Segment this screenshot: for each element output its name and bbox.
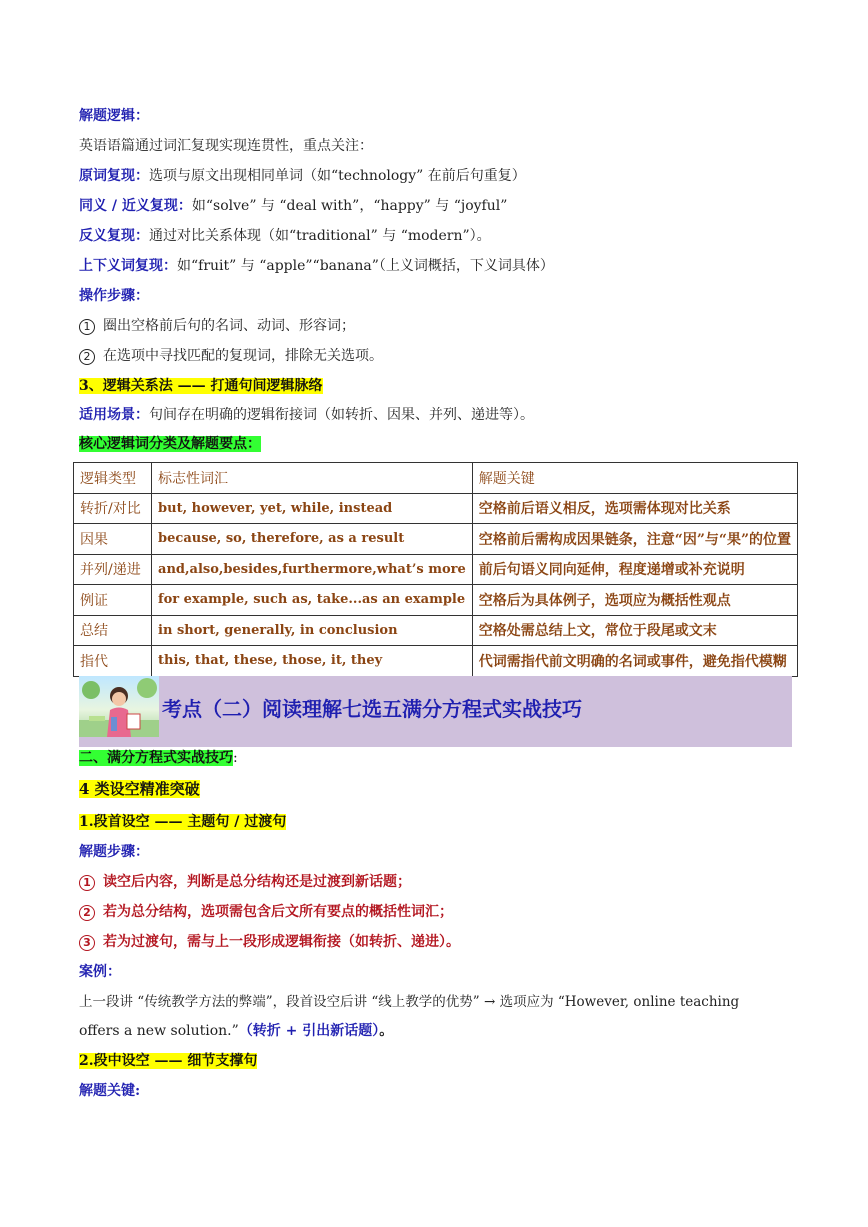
table-header: 逻辑类型: [74, 463, 152, 494]
scene-text: 句间存在明确的逻辑衔接词（如转折、因果、并列、递进等）。: [149, 407, 534, 423]
circled-number: 2: [79, 349, 95, 365]
op-step: [79, 316, 355, 336]
s1-steps-title: 解题步骤：: [79, 844, 149, 860]
table-cell: 转折/对比: [74, 493, 152, 524]
rep-label: 同义 / 近义复现：: [79, 198, 192, 214]
s1-step: [79, 872, 411, 892]
table-cell: 并列/递进: [74, 554, 152, 585]
rep-line: [79, 226, 491, 246]
four-types-line: [79, 779, 200, 799]
table-header: 标志性词汇: [152, 463, 473, 494]
table-header: 解题关键: [472, 463, 797, 494]
table-cell: 空格后为具体例子，选项应为概括性观点: [472, 585, 797, 616]
table-cell: for example, such as, take...as an example: [152, 585, 473, 616]
s2-key-title: 解题关键:: [79, 1083, 141, 1099]
circled-number: 2: [79, 905, 95, 921]
scene-label: 适用场景：: [79, 407, 149, 423]
rep-line: [79, 196, 507, 216]
table-cell: 空格前后语义相反，选项需体现对比关系: [472, 493, 797, 524]
s1-step: [79, 902, 453, 922]
logic-intro: 英语语篇通过词汇复现实现连贯性，重点关注：: [79, 138, 373, 154]
s1-step-text: 若为过渡句，需与上一段形成逻辑衔接（如转折、递进）。: [103, 934, 460, 950]
s1-step-text: 读空后内容，判断是总分结构还是过渡到新话题；: [103, 874, 411, 890]
table-cell: 例证: [74, 585, 152, 616]
circled-number: 3: [79, 935, 95, 951]
section3-line: [79, 376, 323, 396]
section3-heading: 3、逻辑关系法 —— 打通句间逻辑脉络: [79, 378, 323, 394]
table-row: [74, 554, 798, 585]
case-end: 。: [379, 1023, 394, 1039]
table-row: [74, 524, 798, 555]
table-cell: 指代: [74, 646, 152, 677]
table-cell: this, that, these, those, it, they: [152, 646, 473, 677]
op-step: [79, 346, 383, 366]
table-cell: but, however, yet, while, instead: [152, 493, 473, 524]
table-row: [74, 493, 798, 524]
s1-step: [79, 932, 460, 952]
section-banner: [79, 676, 792, 747]
rep-text: 选项与原文出现相同单词（如“technology” 在前后句重复）: [149, 168, 526, 184]
rep-text: 通过对比关系体现（如“traditional” 与 “modern”）。: [149, 228, 491, 244]
rep-label: 原词复现：: [79, 168, 149, 184]
part2-line: [79, 748, 238, 768]
logic-title: 解题逻辑：: [79, 108, 149, 124]
table-cell: and,also,besides,furthermore,what’s more: [152, 554, 473, 585]
part2-colon: :: [233, 750, 238, 766]
case-note: （转折 + 引出新话题）: [238, 1023, 380, 1039]
core-line: [79, 434, 261, 454]
core-heading: 核心逻辑词分类及解题要点：: [79, 436, 261, 452]
table-cell: 因果: [74, 524, 152, 555]
table-cell: 前后句语义同向延伸，程度递增或补充说明: [472, 554, 797, 585]
table-row: [74, 646, 798, 677]
table-cell: because, so, therefore, as a result: [152, 524, 473, 555]
rep-line: [79, 166, 526, 186]
s1-heading: 1.段首设空 —— 主题句 / 过渡句: [79, 814, 287, 830]
student-illustration-icon: [79, 676, 159, 737]
table-header-row: [74, 463, 798, 494]
table-row: [74, 585, 798, 616]
banner-title: 考点（二）阅读理解七选五满分方程式实战技巧: [162, 697, 582, 721]
s1-step-text: 若为总分结构，选项需包含后文所有要点的概括性词汇；: [103, 904, 453, 920]
case-line-2: [79, 1021, 393, 1041]
circled-number: 1: [79, 319, 95, 335]
s2-heading: 2.段中设空 —— 细节支撑句: [79, 1053, 258, 1069]
table-cell: 代词需指代前文明确的名词或事件，避免指代模糊: [472, 646, 797, 677]
case-line-1: 上一段讲 “传统教学方法的弊端”，段首设空后讲 “线上教学的优势” → 选项应为 “However, online teaching: [79, 994, 740, 1010]
table-row: [74, 615, 798, 646]
rep-label: 反义复现：: [79, 228, 149, 244]
rep-text: 如“solve” 与 “deal with”，“happy” 与 “joyful”: [191, 198, 508, 214]
case-text: offers a new solution.”: [79, 1023, 239, 1039]
s2-line: [79, 1051, 257, 1071]
s1-line: [79, 812, 286, 832]
op-step-text: 圈出空格前后句的名词、动词、形容词；: [103, 318, 355, 334]
table-cell: in short, generally, in conclusion: [152, 615, 473, 646]
rep-label: 上下义词复现：: [79, 258, 177, 274]
case-title: 案例：: [79, 964, 121, 980]
part2-heading: 二、满分方程式实战技巧: [79, 750, 233, 766]
logic-words-table: [73, 462, 798, 677]
table-cell: 空格前后需构成因果链条，注意“因”与“果”的位置: [472, 524, 797, 555]
table-cell: 总结: [74, 615, 152, 646]
circled-number: 1: [79, 875, 95, 891]
op-step-text: 在选项中寻找匹配的复现词，排除无关选项。: [103, 348, 383, 364]
rep-text: 如“fruit” 与 “apple”“banana”（上义词概括，下义词具体）: [177, 258, 554, 274]
four-types-heading: 4 类设空精准突破: [79, 780, 200, 798]
scene-line: [79, 405, 534, 425]
rep-line: [79, 256, 554, 276]
ops-title: 操作步骤：: [79, 288, 149, 304]
table-cell: 空格处需总结上文，常位于段尾或文末: [472, 615, 797, 646]
